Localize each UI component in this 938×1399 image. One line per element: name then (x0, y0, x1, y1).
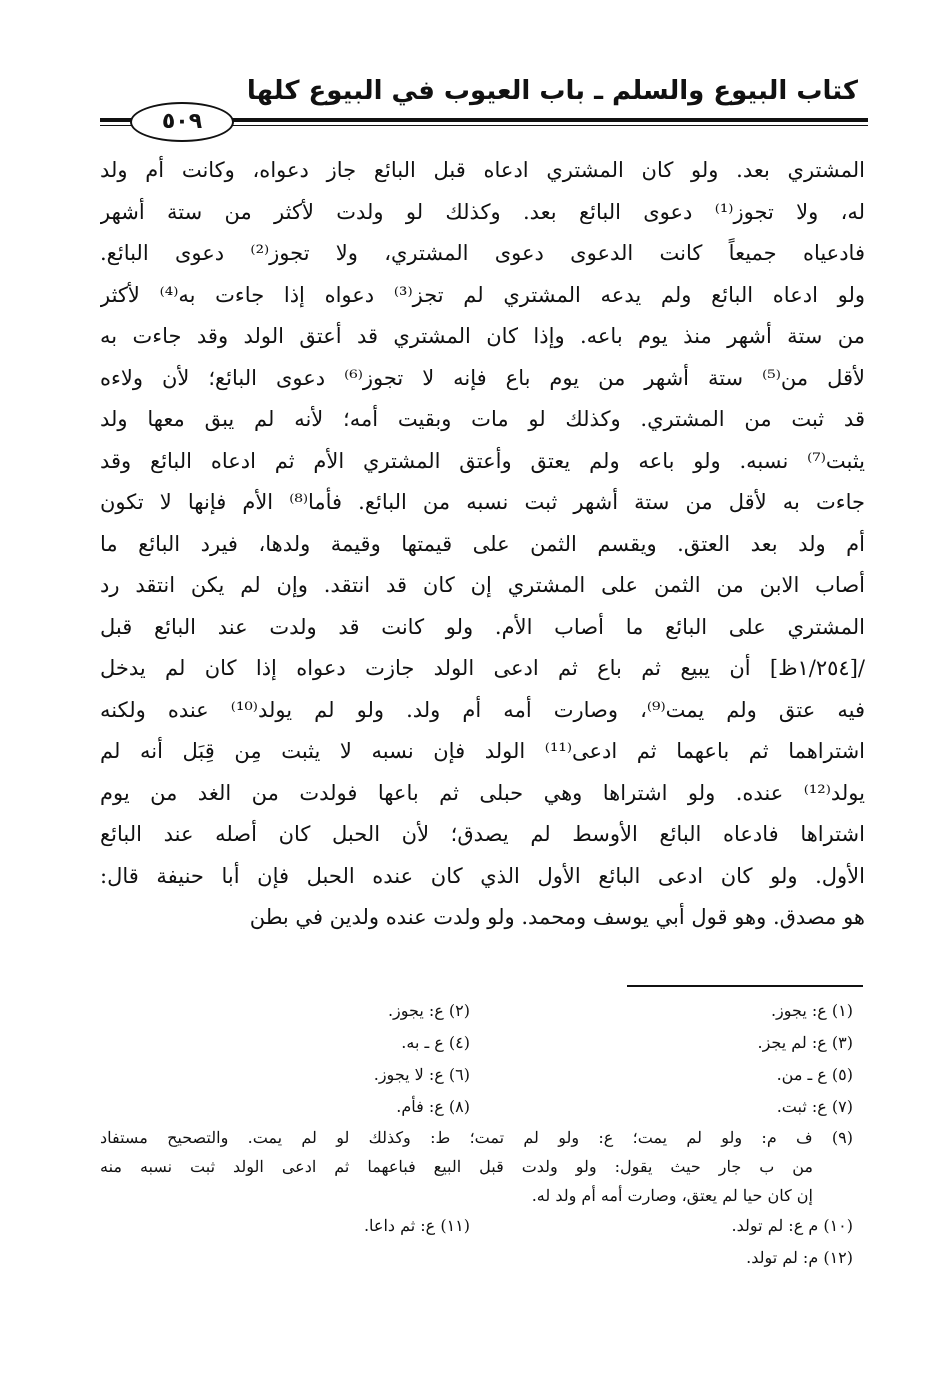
footnote-6: (٦) ع: لا يجوز. (373, 1065, 470, 1084)
text-line: ولو ادعاه البائع ولم يدعه المشتري لم تجز⁽³⁾ دعواه إذا جاءت به⁽⁴⁾ لأكثر (100, 282, 865, 307)
footnote-row (100, 1059, 865, 1091)
footnote-row (100, 1027, 865, 1059)
footnote-5: (٥) ع ـ من. (776, 1065, 853, 1084)
text-line: الأول. ولو كان ادعى البائع الأول الذي كان عنده الحبل فإن أبا حنيفة قال: (100, 863, 865, 888)
footnote-9-line: إن كان حيا لم يعتق، وصارت أمه أم ولد له. (531, 1186, 813, 1205)
text-line: هو مصدق. وهو قول أبي يوسف ومحمد. ولو ولدت عنده ولدين في بطن (249, 905, 865, 929)
text-line: أصاب الابن من الثمن على المشتري إن كان قد انتقد. وإن لم يكن انتقد رد (100, 573, 865, 597)
text-line: /[١/٢٥٤ظ] أن يبيع ثم باع ثم ادعى الولد جازت دعواه إذا كان لم يدخل (100, 656, 865, 680)
footnotes (100, 995, 865, 1274)
footnote-9-line: (٩) ف م: ولو لم يمت؛ ع: ولو لم تمت؛ ط: وكذلك لو لم يمت. والتصحيح مستفاد (100, 1128, 853, 1147)
page-header (100, 60, 868, 134)
footnote-12: (١٢) م: لم تولد. (746, 1248, 853, 1267)
text-line: جاءت به لأقل من ستة أشهر ثبت نسبه من البائع. فأما⁽⁸⁾ الأم فإنها لا تكون (100, 490, 865, 514)
main-text (100, 150, 865, 939)
footnote-separator (627, 985, 863, 987)
text-line: فادعياه جميعاً كانت الدعوى دعوى المشتري، ولا تجوز⁽²⁾ دعوى البائع. (100, 241, 865, 265)
footnote-row (100, 1091, 865, 1123)
footnote-9-line: من ب جار حيث يقول: ولو ولدت قبل البيع فباعهما ثم ادعى الولد ثبت نسبه منه (100, 1157, 813, 1176)
footnote-4: (٤) ع ـ به. (401, 1033, 470, 1052)
footnote-row (100, 995, 865, 1027)
footnote-3: (٣) ع: لم يجز. (757, 1033, 853, 1052)
footnote-7: (٧) ع: ثبت. (776, 1097, 853, 1116)
footnote-row (100, 1210, 865, 1242)
footnote-2: (٢) ع: يجوز. (387, 1001, 470, 1020)
footnote-1: (١) ع: يجوز. (770, 1001, 853, 1020)
text-line: يولد⁽¹²⁾ عنده. ولو اشتراها وهي حبلى ثم باعها فولدت من الغد من يوم (100, 780, 865, 805)
text-line: اشتراها فادعاه البائع الأوسط لم يصدق؛ لأن الحبل كان أصله عند البائع (100, 822, 865, 846)
text-line: قد ثبت من المشتري. وكذلك لو مات وبقيت أمه؛ لأنه لم يبق معها ولد (100, 407, 865, 431)
text-line: فيه عتق ولم يمت⁽⁹⁾، وصارت أمه أم ولد. ولو لم يولد⁽¹⁰⁾ عنده ولكنه (100, 697, 865, 722)
footnote-10: (١٠) م ع: لم تولد. (731, 1216, 853, 1235)
text-line: أم ولد بعد العتق. ويقسم الثمن على قيمتها وقيمة ولدها، فيرد البائع ما (100, 531, 865, 556)
text-line: يثبت⁽⁷⁾ نسبه. ولو باعه ولم يعتق وأعتق المشتري الأم ثم ادعاه البائع وقد (100, 448, 865, 473)
text-line: لأقل من⁽⁵⁾ ستة أشهر من يوم باع فإنه لا تجوز⁽⁶⁾ دعوى البائع؛ لأن ولاءه (100, 365, 865, 390)
text-line: المشتري بعد. ولو كان المشتري ادعاه قبل البائع جاز دعواه، وكانت أم ولد (100, 158, 865, 182)
text-line: من ستة أشهر منذ يوم باعه. وإذا كان المشتري قد أعتق الولد وقد جاءت به (100, 324, 865, 348)
text-line: المشتري على البائع ما أصاب الأم. ولو كانت قد ولدت عند البائع قبل (100, 614, 865, 639)
footnote-8: (٨) ع: فأم. (396, 1097, 470, 1116)
footnote-row (100, 1242, 865, 1274)
text-line: اشتراهما ثم باعهما ثم ادعى⁽¹¹⁾ الولد فإن نسبه لا يثبت مِن قِبَل أنه لم (100, 739, 865, 763)
text-line: له، ولا تجوز⁽¹⁾ دعوى البائع بعد. وكذلك لو ولدت لأكثر من ستة أشهر (100, 199, 865, 224)
page-number: ٥٠٩ (130, 102, 234, 142)
running-title: كتاب البيوع والسلم ـ باب العيوب في البيوع كلها (246, 76, 858, 106)
footnote-11: (١١) ع: ثم داعا. (363, 1216, 470, 1235)
